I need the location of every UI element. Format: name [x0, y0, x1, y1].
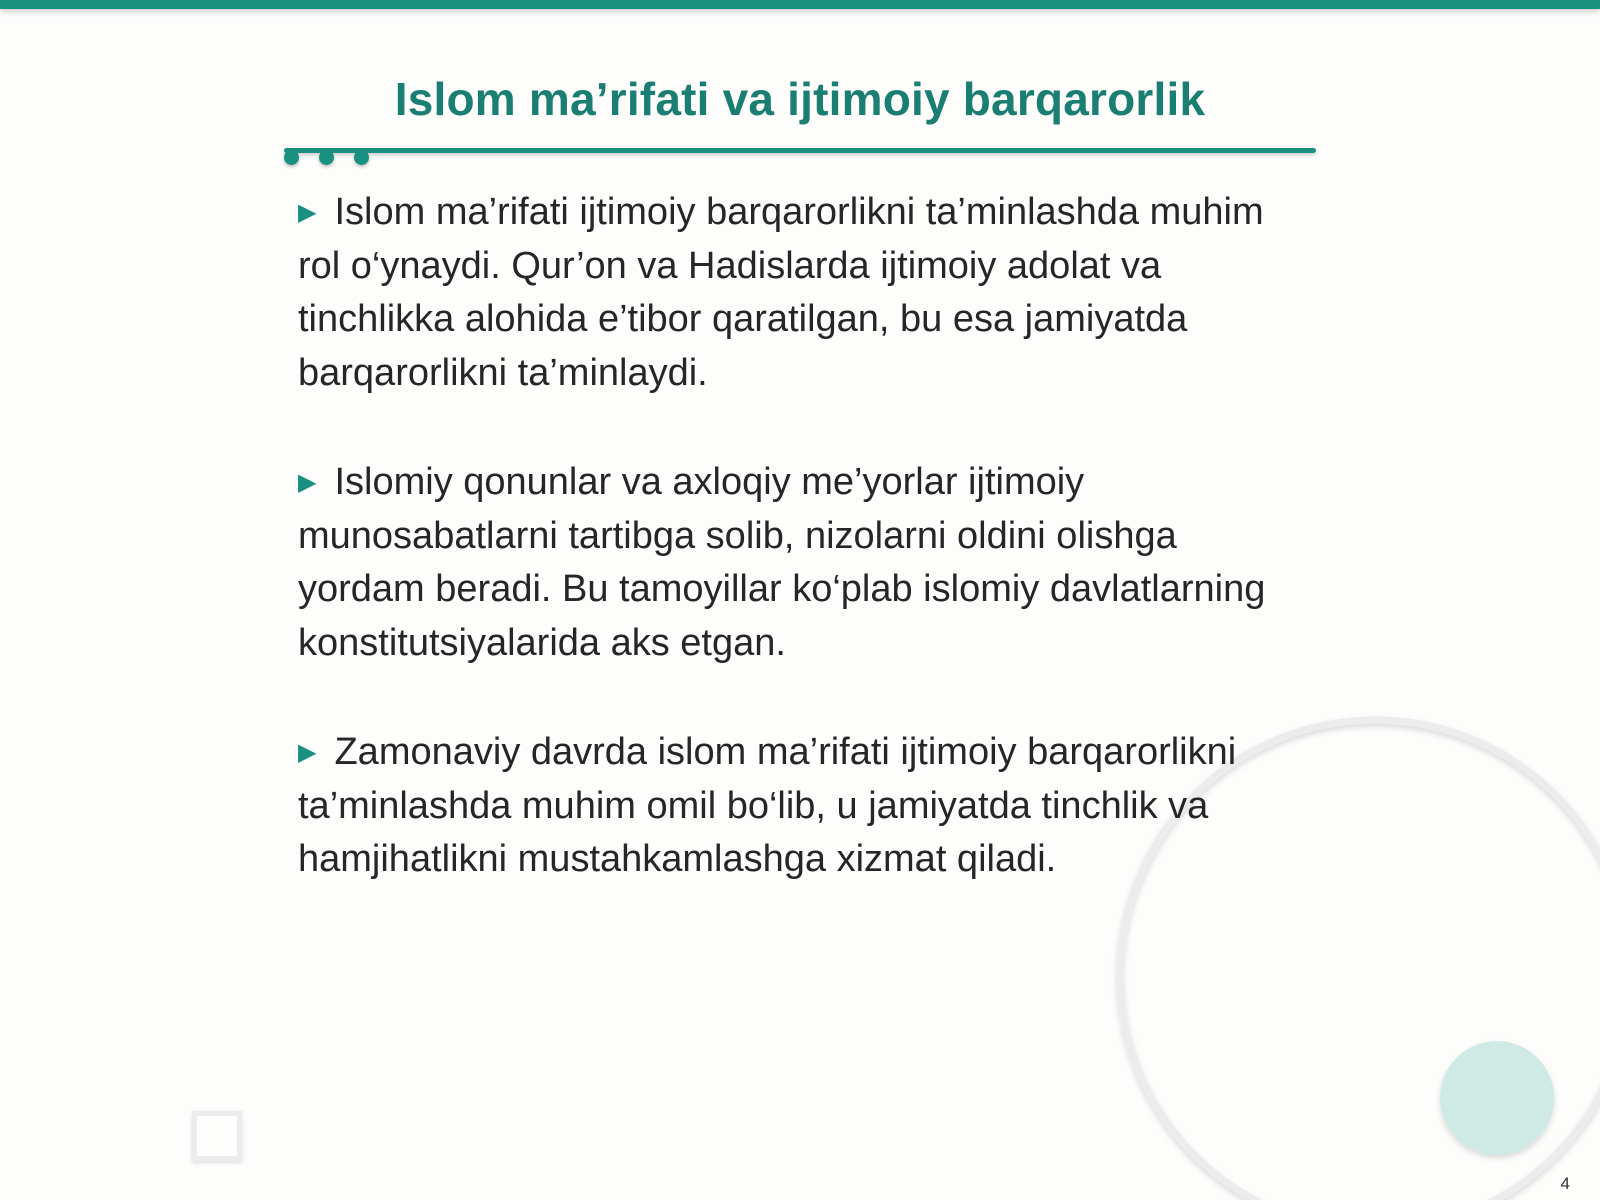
bullet-item	[298, 456, 1278, 670]
decorative-square	[192, 1111, 242, 1161]
triangle-right-icon: ▶	[298, 469, 317, 496]
bullet-item	[298, 186, 1278, 400]
top-accent-bar	[0, 0, 1600, 9]
bullet-list	[298, 186, 1278, 943]
decorative-dot	[284, 150, 299, 165]
bullet-text: Islom ma’rifati ijtimoiy barqarorlikni ta’minlashda muhim rol o‘ynaydi. Qur’on va Hadislarda ijtimoiy adolat va tinchlikka alohida e’tibor qaratilgan, bu esa jamiyatda barqarorlikni ta’minlaydi.	[298, 191, 1264, 394]
page-number: 4	[1560, 1174, 1570, 1193]
decorative-dot	[319, 150, 334, 165]
bullet-item	[298, 726, 1278, 887]
title-underline	[284, 148, 1316, 153]
decorative-filled-circle	[1440, 1041, 1554, 1155]
slide-title: Islom ma’rifati va ijtimoiy barqarorlik	[394, 73, 1206, 125]
decorative-dot	[354, 150, 369, 165]
bullet-text: Zamonaviy davrda islom ma’rifati ijtimoiy barqarorlikni ta’minlashda muhim omil bo‘lib, u jamiyatda tinchlik va hamjihatlikni mustahkamlashga xizmat qiladi.	[298, 731, 1237, 880]
triangle-right-icon: ▶	[298, 199, 317, 226]
bullet-text: Islomiy qonunlar va axloqiy me’yorlar ijtimoiy munosabatlarni tartibga solib, nizolarni oldini olishga yordam beradi. Bu tamoyillar ko‘plab islomiy davlatlarning konstitutsiyalarida aks etgan.	[298, 461, 1266, 664]
triangle-right-icon: ▶	[298, 739, 317, 766]
